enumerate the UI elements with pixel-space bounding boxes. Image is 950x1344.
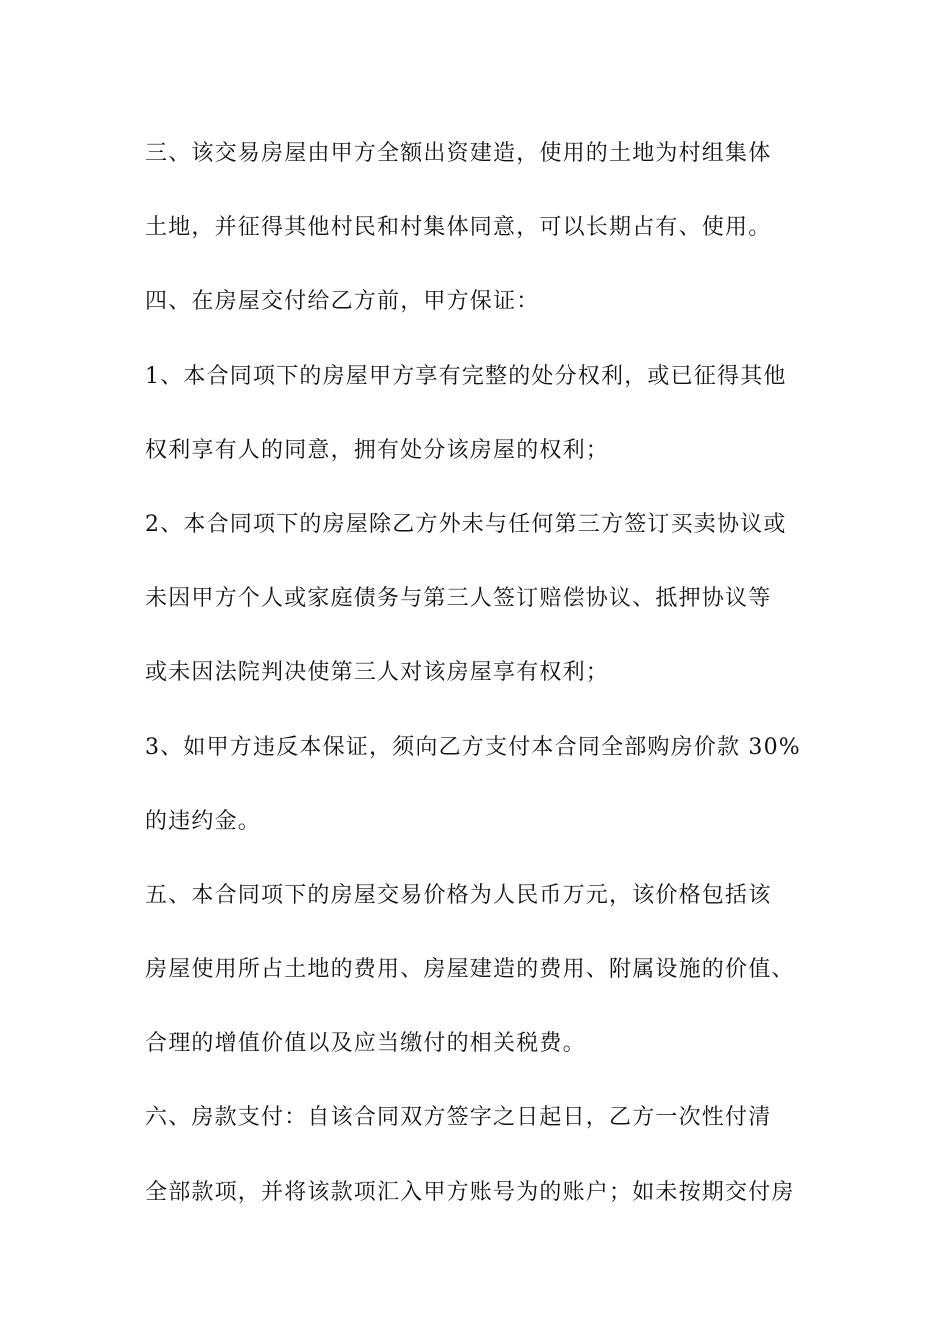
text-line: 3、如甲方违反本保证，须向乙方支付本合同全部购房价款 30% (145, 734, 801, 760)
text-line: 四、在房屋交付给乙方前，甲方保证： (145, 289, 540, 315)
text-line: 合理的增值价值以及应当缴付的相关税费。 (145, 1031, 586, 1057)
text-line: 五、本合同项下的房屋交易价格为人民币万元，该价格包括该 (145, 882, 772, 908)
text-line: 土地，并征得其他村民和村集体同意，可以长期占有、使用。 (145, 215, 772, 241)
text-line: 或未因法院判决使第三人对该房屋享有权利； (145, 660, 610, 686)
text-line: 的违约金。 (145, 808, 262, 834)
text-line: 六、房款支付：自该合同双方签字之日起日，乙方一次性付清 (145, 1105, 772, 1131)
text-line: 未因甲方个人或家庭债务与第三人签订赔偿协议、抵押协议等 (145, 586, 772, 612)
text-line: 1、本合同项下的房屋甲方享有完整的处分权利，或已征得其他 (145, 363, 787, 389)
text-line: 房屋使用所占土地的费用、房屋建造的费用、附属设施的价值、 (145, 957, 795, 983)
text-line: 2、本合同项下的房屋除乙方外未与任何第三方签订买卖协议或 (145, 511, 787, 537)
text-line: 权利享有人的同意，拥有处分该房屋的权利； (145, 437, 610, 463)
text-line: 三、该交易房屋由甲方全额出资建造，使用的土地为村组集体 (145, 141, 772, 166)
text-line: 全部款项，并将该款项汇入甲方账号为的账户；如未按期交付房 (145, 1179, 795, 1205)
contract-text (145, 132, 825, 1245)
